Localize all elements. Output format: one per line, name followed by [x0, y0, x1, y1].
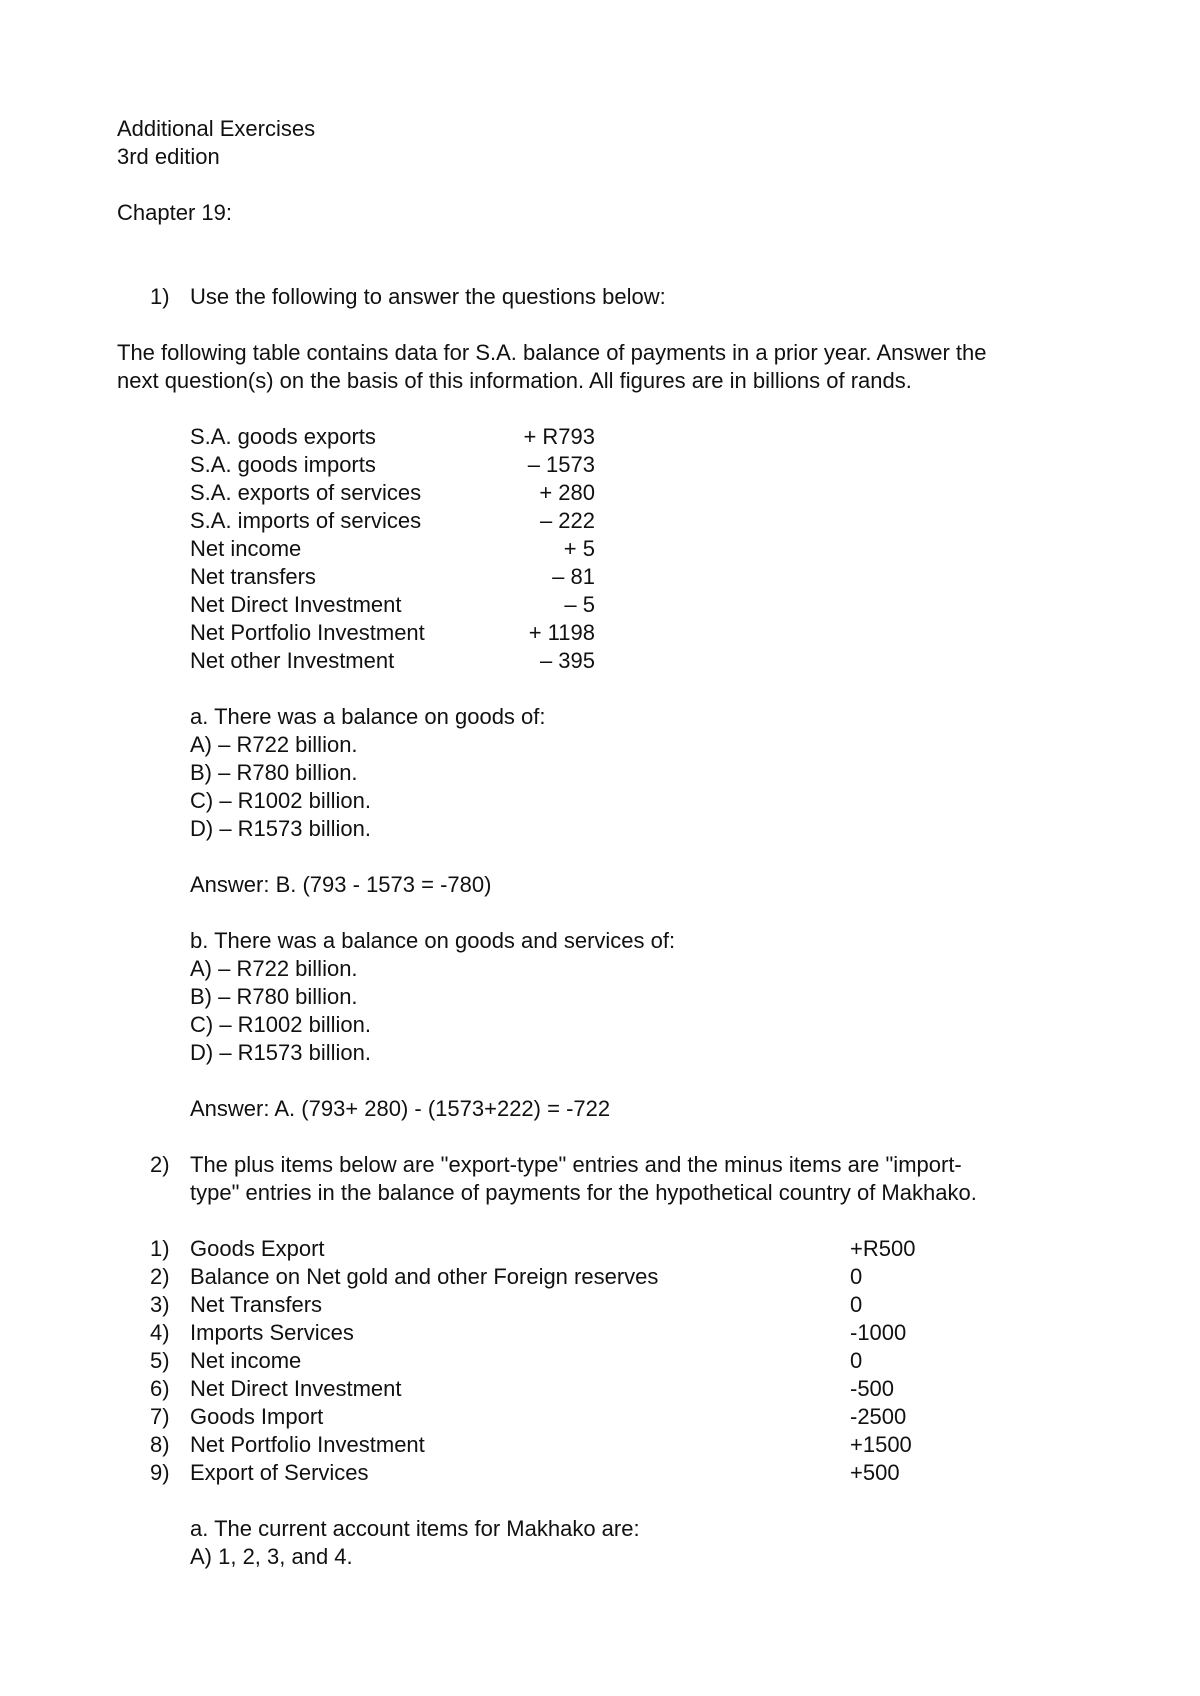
document-title: Additional Exercises: [117, 116, 316, 141]
q1-table-label: Net income: [190, 536, 302, 561]
q1b-question: b. There was a balance on goods and services of:: [190, 928, 676, 953]
q2a-option: A) 1, 2, 3, and 4.: [190, 1544, 353, 1569]
q1a-question: a. There was a balance on goods of:: [190, 704, 546, 729]
q1-intro-line: next question(s) on the basis of this information. All figures are in billions of rands.: [117, 368, 912, 393]
q2-item-number: 7): [150, 1404, 170, 1429]
q2-item-number: 1): [150, 1236, 170, 1261]
q1-number: 1): [150, 284, 170, 309]
q2a-question: a. The current account items for Makhako are:: [190, 1516, 640, 1541]
q2-item-label: Net income: [190, 1348, 302, 1373]
document-edition: 3rd edition: [117, 144, 220, 169]
q2-number: 2): [150, 1152, 170, 1177]
q1-table-label: S.A. exports of services: [190, 480, 422, 505]
q2-item-label: Export of Services: [190, 1460, 369, 1485]
q1a-option: B) – R780 billion.: [190, 760, 358, 785]
q1-table-value: – 395: [539, 648, 595, 673]
q1-table-value: – 5: [564, 592, 595, 617]
q2-item-number: 8): [150, 1432, 170, 1457]
q2-item-value: -2500: [850, 1404, 907, 1429]
q1b-option: C) – R1002 billion.: [190, 1012, 371, 1037]
q2-prompt-line: type" entries in the balance of payments for the hypothetical country of Makhako.: [190, 1180, 977, 1205]
q2-item-number: 3): [150, 1292, 170, 1317]
q1b-option: A) – R722 billion.: [190, 956, 358, 981]
q2-item-label: Net Direct Investment: [190, 1376, 402, 1401]
q2-item-number: 9): [150, 1460, 170, 1485]
q1a-answer: Answer: B. (793 - 1573 = -780): [190, 872, 492, 897]
q2-item-value: 0: [850, 1292, 863, 1317]
q2-item-label: Goods Export: [190, 1236, 325, 1261]
q2-item-value: +500: [850, 1460, 900, 1485]
q1-table-value: – 81: [552, 564, 595, 589]
q2-item-number: 5): [150, 1348, 170, 1373]
q1a-option: D) – R1573 billion.: [190, 816, 371, 841]
q2-item-value: -1000: [850, 1320, 907, 1345]
q2-item-label: Imports Services: [190, 1320, 354, 1345]
q1-table-label: Net Portfolio Investment: [190, 620, 425, 645]
q1-table-label: S.A. imports of services: [190, 508, 422, 533]
q1-table-value: – 222: [539, 508, 595, 533]
q1-table-value: + 280: [539, 480, 595, 505]
q1-table-label: Net Direct Investment: [190, 592, 402, 617]
q1-table-label: Net other Investment: [190, 648, 395, 673]
q1-table-value: + 1198: [528, 620, 595, 645]
q1-table-label: Net transfers: [190, 564, 316, 589]
chapter-heading: Chapter 19:: [117, 200, 232, 225]
q1-intro-line: The following table contains data for S.A. balance of payments in a prior year. Answer the: [117, 340, 987, 365]
q2-item-value: 0: [850, 1348, 863, 1373]
q2-prompt-line: The plus items below are "export-type" entries and the minus items are "import-: [190, 1152, 962, 1177]
q1a-option: A) – R722 billion.: [190, 732, 358, 757]
q1-prompt: Use the following to answer the questions below:: [190, 284, 666, 309]
q1-table-label: S.A. goods exports: [190, 424, 376, 449]
q2-item-value: +1500: [850, 1432, 912, 1457]
q2-item-value: -500: [850, 1376, 895, 1401]
q2-item-label: Net Transfers: [190, 1292, 323, 1317]
q1-table-value: – 1573: [527, 452, 595, 477]
q2-item-value: +R500: [850, 1236, 916, 1261]
q1-table-label: S.A. goods imports: [190, 452, 376, 477]
q2-item-label: Goods Import: [190, 1404, 324, 1429]
q1b-answer: Answer: A. (793+ 280) - (1573+222) = -722: [190, 1096, 611, 1121]
q2-item-value: 0: [850, 1264, 863, 1289]
q2-item-number: 2): [150, 1264, 170, 1289]
q2-item-number: 4): [150, 1320, 170, 1345]
q1-table-value: + 5: [563, 536, 595, 561]
q1-table-value: + R793: [523, 424, 595, 449]
q2-item-label: Net Portfolio Investment: [190, 1432, 425, 1457]
q1a-option: C) – R1002 billion.: [190, 788, 371, 813]
q1b-option: D) – R1573 billion.: [190, 1040, 371, 1065]
q1b-option: B) – R780 billion.: [190, 984, 358, 1009]
q2-item-number: 6): [150, 1376, 170, 1401]
q2-item-label: Balance on Net gold and other Foreign reserves: [190, 1264, 659, 1289]
